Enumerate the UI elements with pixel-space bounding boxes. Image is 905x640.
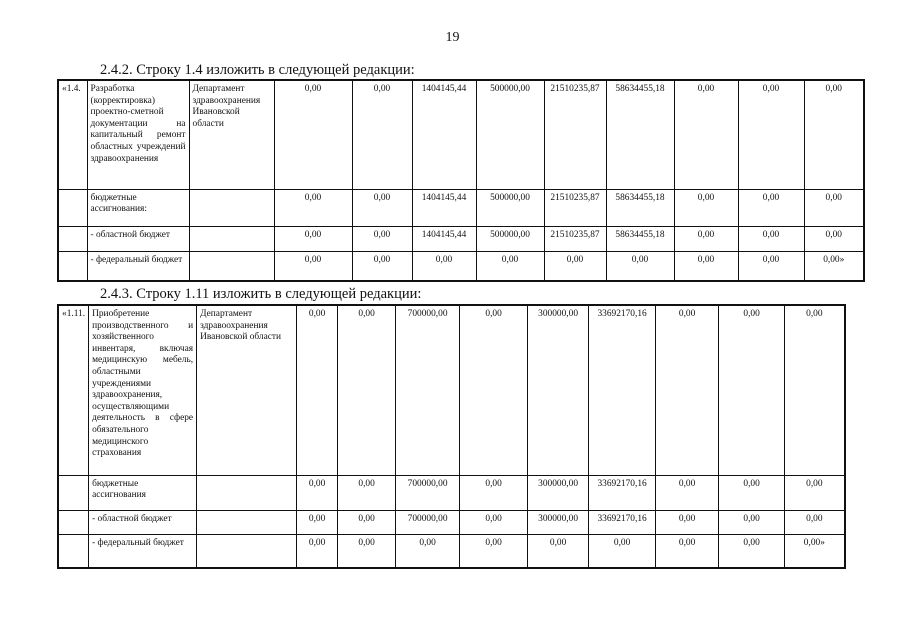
- value-cell-col-1: 0,00: [297, 510, 338, 534]
- value-cell-col-4: 500000,00: [476, 226, 544, 251]
- row-number-cell: [58, 475, 89, 510]
- value-cell-col-1: 0,00: [274, 189, 352, 226]
- value-cell-col-4: 0,00: [460, 475, 528, 510]
- row-executor-cell: Департамент здравоохранения Ивановской области: [189, 80, 274, 189]
- value-cell-col-2: 0,00: [352, 226, 412, 251]
- value-cell-col-7: 0,00: [656, 510, 719, 534]
- row-number-cell: «1.11.: [58, 305, 89, 475]
- value-cell-col-1: 0,00: [274, 80, 352, 189]
- row-executor-cell: [189, 189, 274, 226]
- value-cell-col-2: 0,00: [352, 251, 412, 281]
- value-cell-col-9: 0,00: [785, 510, 845, 534]
- row-number-cell: [58, 510, 89, 534]
- value-cell-col-9: 0,00»: [785, 534, 845, 568]
- value-cell-col-8: 0,00: [738, 189, 804, 226]
- value-cell-col-5: 300000,00: [528, 305, 589, 475]
- value-cell-col-4: 0,00: [460, 534, 528, 568]
- table-row: [58, 475, 845, 510]
- value-cell-col-3: 700000,00: [396, 510, 460, 534]
- budget-table-1-4: [57, 79, 865, 282]
- row-name-cell: - федеральный бюджет: [87, 251, 189, 281]
- value-cell-col-8: 0,00: [719, 305, 785, 475]
- value-cell-col-2: 0,00: [338, 534, 396, 568]
- value-cell-col-7: 0,00: [674, 251, 738, 281]
- value-cell-col-2: 0,00: [352, 189, 412, 226]
- value-cell-col-9: 0,00: [804, 80, 864, 189]
- row-executor-cell: [197, 475, 297, 510]
- row-number-cell: [58, 251, 87, 281]
- table-row: [58, 80, 864, 189]
- value-cell-col-3: 1404145,44: [412, 189, 476, 226]
- value-cell-col-5: 21510235,87: [544, 189, 606, 226]
- row-executor-cell: [189, 251, 274, 281]
- row-number-cell: [58, 534, 89, 568]
- table-row: [58, 226, 864, 251]
- value-cell-col-5: 0,00: [544, 251, 606, 281]
- value-cell-col-8: 0,00: [738, 80, 804, 189]
- table-row: [58, 510, 845, 534]
- value-cell-col-1: 0,00: [297, 534, 338, 568]
- value-cell-col-5: 21510235,87: [544, 226, 606, 251]
- value-cell-col-6: 33692170,16: [589, 305, 656, 475]
- value-cell-col-2: 0,00: [352, 80, 412, 189]
- table-row: [58, 534, 845, 568]
- value-cell-col-5: 21510235,87: [544, 80, 606, 189]
- value-cell-col-3: 0,00: [396, 534, 460, 568]
- value-cell-col-3: 0,00: [412, 251, 476, 281]
- row-executor-cell: [197, 534, 297, 568]
- value-cell-col-8: 0,00: [719, 475, 785, 510]
- row-number-cell: «1.4.: [58, 80, 87, 189]
- value-cell-col-6: 58634455,18: [606, 226, 674, 251]
- value-cell-col-7: 0,00: [656, 305, 719, 475]
- value-cell-col-7: 0,00: [656, 534, 719, 568]
- value-cell-col-7: 0,00: [656, 475, 719, 510]
- value-cell-col-7: 0,00: [674, 226, 738, 251]
- table-row: [58, 189, 864, 226]
- row-name-cell: бюджетные ассигнования: [89, 475, 197, 510]
- section-heading-1-11: 2.4.3. Строку 1.11 изложить в следующей редакции:: [100, 286, 422, 302]
- table-row: [58, 251, 864, 281]
- value-cell-col-6: 0,00: [606, 251, 674, 281]
- value-cell-col-6: 33692170,16: [589, 510, 656, 534]
- value-cell-col-6: 58634455,18: [606, 80, 674, 189]
- row-name-cell: бюджетные ассигнования:: [87, 189, 189, 226]
- value-cell-col-8: 0,00: [719, 534, 785, 568]
- value-cell-col-9: 0,00: [785, 475, 845, 510]
- value-cell-col-8: 0,00: [719, 510, 785, 534]
- value-cell-col-4: 0,00: [476, 251, 544, 281]
- value-cell-col-4: 0,00: [460, 305, 528, 475]
- value-cell-col-3: 700000,00: [396, 305, 460, 475]
- value-cell-col-8: 0,00: [738, 251, 804, 281]
- value-cell-col-3: 1404145,44: [412, 226, 476, 251]
- value-cell-col-9: 0,00»: [804, 251, 864, 281]
- table-row: [58, 305, 845, 475]
- page-number: 19: [445, 30, 460, 45]
- value-cell-col-6: 33692170,16: [589, 475, 656, 510]
- value-cell-col-8: 0,00: [738, 226, 804, 251]
- value-cell-col-4: 500000,00: [476, 80, 544, 189]
- value-cell-col-5: 300000,00: [528, 475, 589, 510]
- row-name-cell: - областной бюджет: [87, 226, 189, 251]
- value-cell-col-3: 700000,00: [396, 475, 460, 510]
- value-cell-col-9: 0,00: [785, 305, 845, 475]
- row-name-cell: Приобретение производственного и хозяйственного инвентаря, включая медицинскую мебель, областными учреждениями здравоохранения, осуществляющими деятельность в сфере обязательного медицинского страхования: [89, 305, 197, 475]
- section-heading-1-4: 2.4.2. Строку 1.4 изложить в следующей редакции:: [100, 62, 415, 78]
- value-cell-col-5: 300000,00: [528, 510, 589, 534]
- value-cell-col-4: 500000,00: [476, 189, 544, 226]
- value-cell-col-6: 0,00: [589, 534, 656, 568]
- value-cell-col-9: 0,00: [804, 189, 864, 226]
- budget-table-1-11: [57, 304, 846, 569]
- value-cell-col-4: 0,00: [460, 510, 528, 534]
- row-name-cell: Разработка (корректировка) проектно-сметной документации на капитальный ремонт областных учреждений здравоохранения: [87, 80, 189, 189]
- row-name-cell: - федеральный бюджет: [89, 534, 197, 568]
- value-cell-col-1: 0,00: [297, 475, 338, 510]
- value-cell-col-7: 0,00: [674, 80, 738, 189]
- value-cell-col-3: 1404145,44: [412, 80, 476, 189]
- value-cell-col-7: 0,00: [674, 189, 738, 226]
- row-name-cell: - областной бюджет: [89, 510, 197, 534]
- row-number-cell: [58, 189, 87, 226]
- value-cell-col-2: 0,00: [338, 305, 396, 475]
- value-cell-col-6: 58634455,18: [606, 189, 674, 226]
- value-cell-col-2: 0,00: [338, 475, 396, 510]
- row-number-cell: [58, 226, 87, 251]
- value-cell-col-1: 0,00: [274, 251, 352, 281]
- value-cell-col-2: 0,00: [338, 510, 396, 534]
- row-executor-cell: [189, 226, 274, 251]
- value-cell-col-1: 0,00: [274, 226, 352, 251]
- value-cell-col-5: 0,00: [528, 534, 589, 568]
- row-executor-cell: [197, 510, 297, 534]
- row-executor-cell: Департамент здравоохранения Ивановской области: [197, 305, 297, 475]
- value-cell-col-1: 0,00: [297, 305, 338, 475]
- value-cell-col-9: 0,00: [804, 226, 864, 251]
